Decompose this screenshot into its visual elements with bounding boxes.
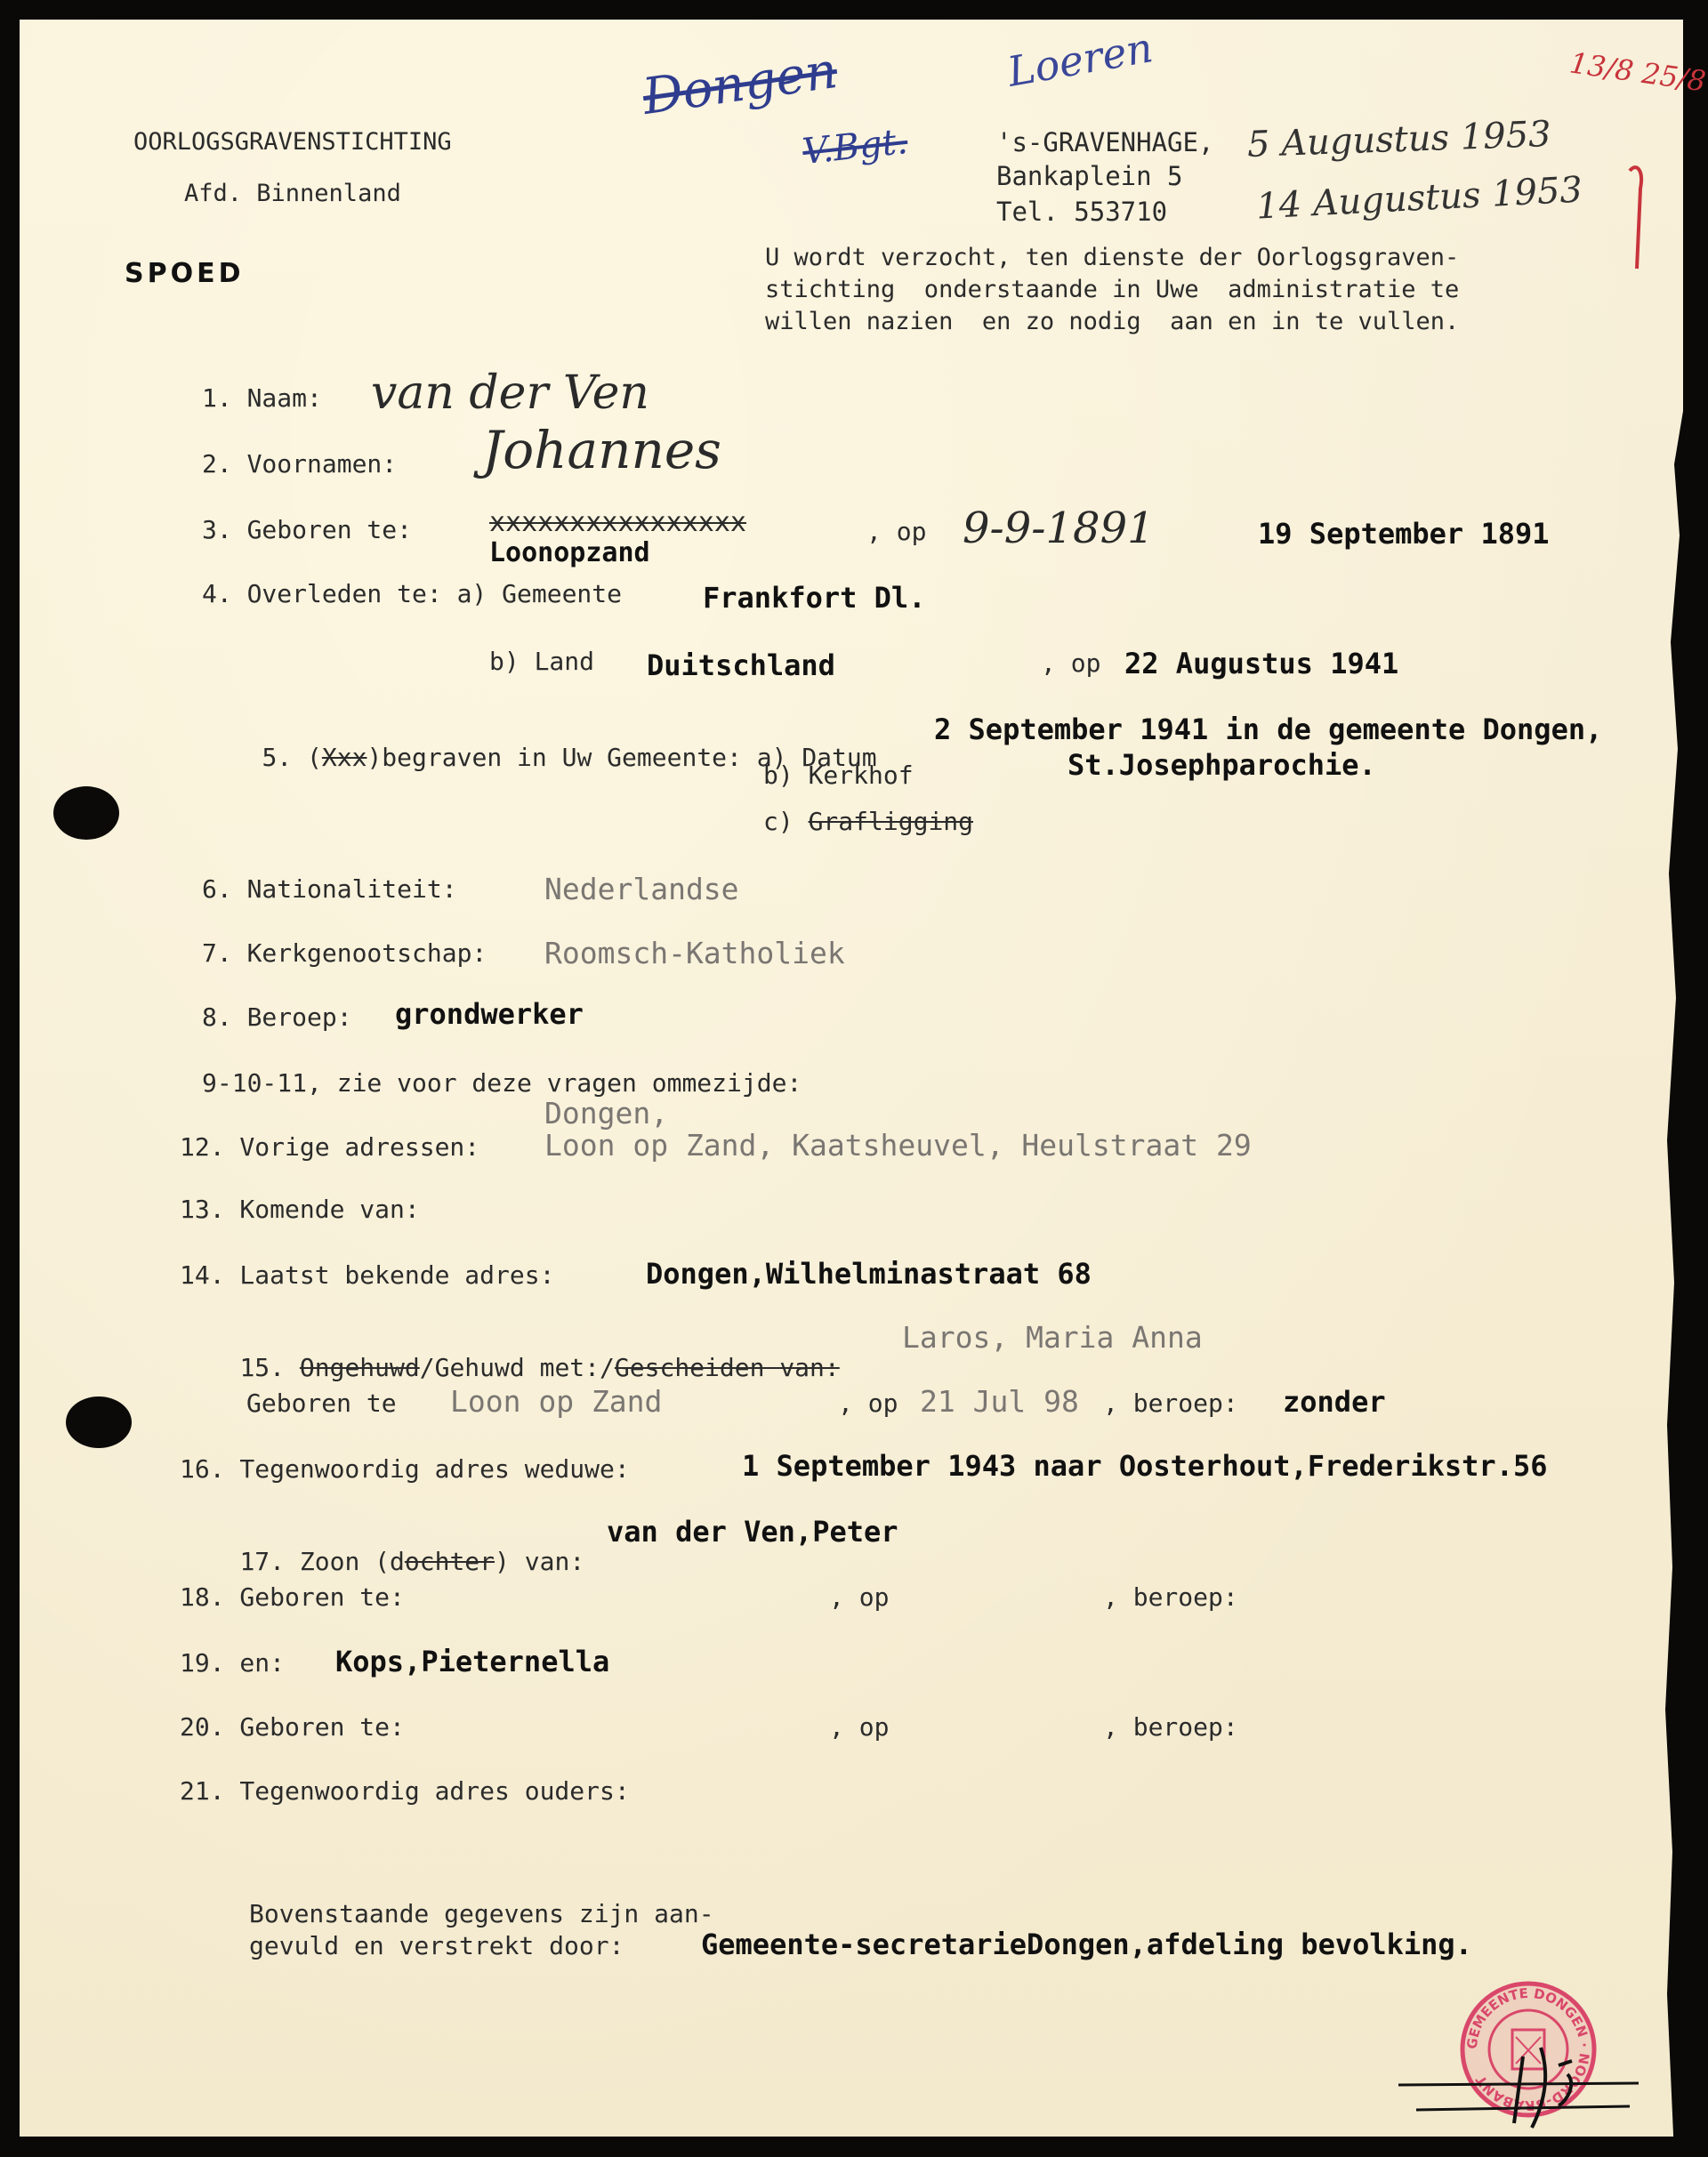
red-mark-icon [1621, 153, 1656, 278]
field-15-num: 15. [239, 1353, 300, 1382]
field-3-value: Loonopzand [489, 537, 650, 568]
field-5c-struck: Grafligging [808, 807, 974, 836]
field-4-gemeente: Frankfort Dl. [703, 581, 926, 615]
request-line-3: willen nazien en zo nodig aan en in te vullen. [765, 308, 1460, 335]
field-15-struck-1: Ongehuwd [299, 1353, 420, 1382]
document-page [20, 20, 1708, 2137]
field-5c-prefix: c) [763, 807, 809, 836]
handwritten-place: Dongen [639, 42, 842, 126]
field-14-value: Dongen,Wilhelminastraat 68 [646, 1257, 1092, 1291]
field-6-label: 6. Nationaliteit: [202, 874, 457, 904]
field-5-value: 2 September 1941 in de gemeente Dongen, [934, 712, 1603, 746]
field-16-value: 1 September 1943 naar Oosterhout,Frederikstr.56 [742, 1449, 1548, 1483]
phone: Tel. 553710 [996, 197, 1168, 227]
request-line-1: U wordt verzocht, ten dienste der Oorlogsgraven- [765, 244, 1460, 271]
field-3-struck: xxxxxxxxxxxxxxxx [489, 507, 746, 538]
street: Bankaplein 5 [996, 161, 1183, 191]
field-18-beroep: , beroep: [1103, 1582, 1238, 1612]
field-4b-label: b) Land [489, 647, 595, 676]
stamp-text: GEMEENTE DONGEN · NOORD-BRABANT [1463, 1984, 1593, 2114]
field-7-value: Roomsch-Katholiek [544, 936, 845, 970]
field-19-label: 19. en: [180, 1648, 286, 1678]
field-8-value: grondwerker [395, 997, 584, 1031]
field-19-value: Kops,Pieternella [335, 1645, 610, 1678]
field-14-label: 14. Laatst bekende adres: [180, 1260, 555, 1290]
org-name: OORLOGSGRAVENSTICHTING [133, 128, 452, 156]
red-annotation: 13/8 25/8 [1567, 45, 1708, 99]
field-5b-value: St.Josephparochie. [1068, 748, 1376, 782]
field-4-date: 22 Augustus 1941 [1124, 647, 1399, 680]
field-17-struck: ochter [404, 1547, 495, 1576]
handwritten-naam: van der Ven [371, 366, 649, 420]
field-15b-date: 21 Jul 98 [920, 1384, 1079, 1419]
punch-hole-lower [66, 1396, 132, 1448]
field-15-mid: /Gehuwd met:/ [419, 1353, 615, 1382]
field-15b-beroep: , beroep: [1103, 1388, 1238, 1418]
handwritten-birth-date: 9-9-1891 [963, 503, 1155, 553]
field-4-land: Duitschland [647, 648, 835, 682]
field-2-label: 2. Voornamen: [202, 449, 398, 479]
field-17-suffix: ) van: [495, 1547, 585, 1576]
field-9-11-label: 9-10-11, zie voor deze vragen ommezijde: [202, 1068, 802, 1098]
field-15b-beroep-value: zonder [1283, 1385, 1386, 1419]
field-21-label: 21. Tegenwoordig adres ouders: [180, 1776, 630, 1806]
field-20-label: 20. Geboren te: [180, 1712, 405, 1742]
field-18-label: 18. Geboren te: [180, 1582, 405, 1612]
request-line-2: stichting onderstaande in Uwe administratie te [765, 276, 1460, 303]
footer-signer: Gemeente-secretarieDongen,afdeling bevolking. [701, 1928, 1472, 1961]
footer-line-2: gevuld en verstrekt door: [249, 1931, 624, 1960]
field-1-label: 1. Naam: [202, 383, 322, 413]
field-12-value-1: Dongen, [544, 1096, 669, 1131]
field-5-num: 5. ( [262, 743, 322, 772]
field-20-beroep: , beroep: [1103, 1712, 1238, 1742]
urgent-label: SPOED [125, 258, 245, 289]
handwritten-voornamen: Johannes [482, 420, 721, 480]
field-17-prefix: 17. Zoon (d [239, 1547, 405, 1576]
department: Afd. Binnenland [184, 180, 401, 207]
handwritten-name-top: Loeren [1003, 23, 1156, 96]
torn-edge-icon [1664, 411, 1683, 2154]
field-12-value-2: Loon op Zand, Kaatsheuvel, Heulstraat 29 [544, 1128, 1252, 1163]
field-15b-op: , op [838, 1388, 898, 1418]
signature-icon [1390, 2021, 1648, 2137]
field-18-op: , op [829, 1582, 890, 1612]
punch-hole-upper [53, 786, 119, 840]
field-5c-label [763, 808, 973, 836]
field-5-struck: Xxx [321, 743, 367, 772]
field-17-value: van der Ven,Peter [607, 1515, 898, 1549]
field-3-date: 19 September 1891 [1258, 517, 1550, 551]
handwritten-initials: V.Bgt. [800, 120, 910, 173]
handwritten-date-2: 14 Augustus 1953 [1255, 169, 1583, 228]
field-15b-label: Geboren te [246, 1388, 397, 1418]
city: 's-GRAVENHAGE, [996, 127, 1214, 157]
field-20-op: , op [829, 1712, 890, 1742]
field-15-struck-2: Gescheiden van: [614, 1353, 840, 1382]
field-13-label: 13. Komende van: [180, 1195, 420, 1224]
field-8-label: 8. Beroep: [202, 1002, 352, 1032]
field-16-label: 16. Tegenwoordig adres weduwe: [180, 1454, 630, 1484]
field-4-label: 4. Overleden te: a) Gemeente [202, 579, 623, 608]
field-6-value: Nederlandse [544, 872, 739, 906]
field-3-label: 3. Geboren te: [202, 515, 413, 544]
field-5b-label: b) Kerkhof [763, 761, 914, 790]
field-3-op: , op [866, 517, 927, 546]
field-5-rest: )begraven in Uw Gemeente: a) Datum [367, 743, 877, 772]
field-15-value: Laros, Maria Anna [902, 1320, 1203, 1355]
handwritten-date-1: 5 Augustus 1953 [1246, 114, 1552, 165]
field-15b-place: Loon op Zand [450, 1384, 663, 1419]
field-4-op: , op [1041, 648, 1101, 678]
field-7-label: 7. Kerkgenootschap: [202, 938, 487, 968]
footer-line-1: Bovenstaande gegevens zijn aan- [249, 1899, 714, 1928]
field-12-label: 12. Vorige adressen: [180, 1132, 480, 1162]
